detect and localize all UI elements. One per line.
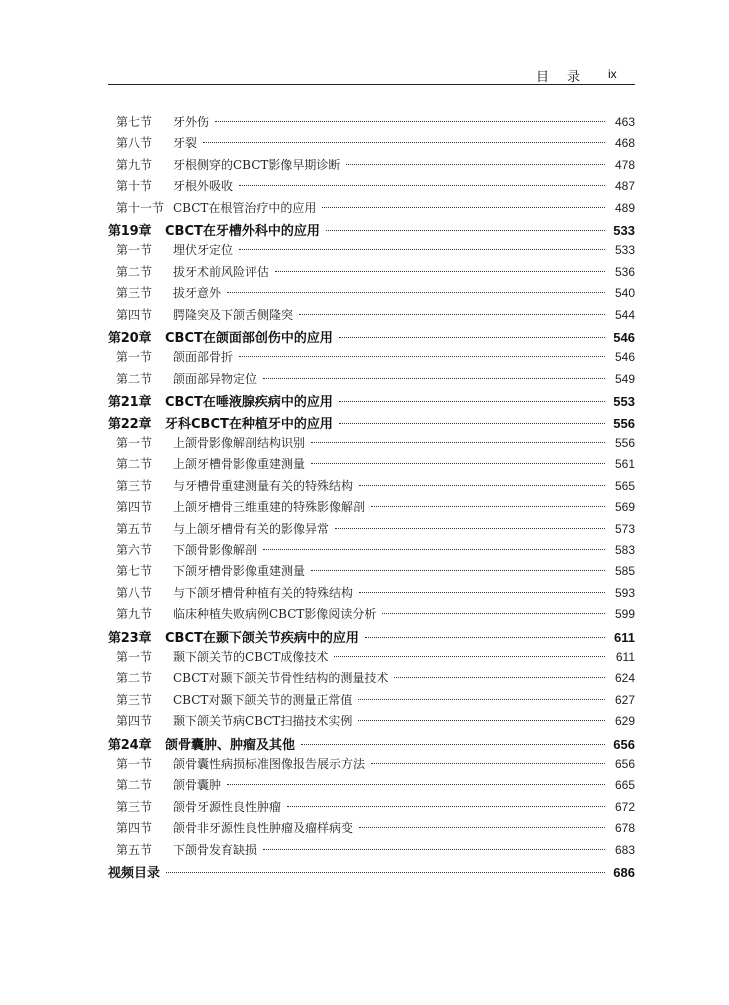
toc-dot-leader	[275, 271, 605, 272]
toc-entry-number: 第五节	[116, 842, 153, 857]
header-title-char: 录	[567, 70, 581, 85]
toc-dot-leader	[239, 185, 605, 186]
toc-entry-number: 第二节	[116, 778, 153, 793]
header-title	[536, 66, 580, 85]
toc-entry-number: 第四节	[116, 500, 153, 515]
toc-dot-leader	[371, 506, 605, 507]
toc-entry-title: 埋伏牙定位	[173, 243, 234, 258]
toc-dot-leader	[334, 656, 605, 657]
toc-entry-number: 第二节	[116, 264, 153, 279]
toc-entry-page: 536	[614, 264, 635, 279]
toc-entry-page: 627	[614, 692, 635, 707]
toc-chapter-row	[108, 627, 635, 647]
toc-section-row	[116, 113, 635, 133]
toc-section-row	[116, 263, 635, 283]
toc-dot-leader	[263, 849, 605, 850]
toc-entry-page: 656	[613, 736, 635, 752]
toc-entry-title: 牙根外吸收	[173, 179, 234, 194]
toc-section-row	[116, 434, 635, 454]
toc-entry-page: 546	[613, 330, 635, 345]
toc-entry-page: 533	[613, 223, 635, 238]
toc-entry-number: 第二节	[116, 457, 153, 472]
toc-entry-title: CBCT在牙槽外科中的应用	[165, 224, 320, 239]
toc-entry-page: 686	[613, 865, 635, 880]
toc-entry-title: 颞下颌关节的CBCT成像技术	[173, 650, 329, 664]
header-page-number: ix	[608, 67, 617, 81]
toc-section-row	[116, 562, 635, 582]
toc-entry-page: 544	[614, 307, 635, 322]
toc-entry-number: 第七节	[116, 564, 153, 579]
toc-section-row	[116, 605, 635, 625]
toc-dot-leader	[166, 872, 605, 873]
toc-entry-number: 第二节	[116, 671, 153, 686]
toc-entry-number: 第一节	[116, 243, 153, 258]
toc-entry-page: 599	[614, 607, 635, 622]
toc-entry-title: CBCT在颌面部创伤中的应用	[165, 331, 333, 346]
toc-section-row	[116, 455, 635, 475]
toc-entry-page: 665	[614, 778, 635, 793]
toc-dot-leader	[365, 637, 605, 638]
toc-entry-title: 下颌骨发育缺损	[173, 842, 258, 857]
toc-entry-title: 与牙槽骨重建测量有关的特殊结构	[173, 478, 354, 493]
toc-entry-number: 第八节	[116, 585, 153, 600]
toc-chapter-row	[108, 327, 635, 347]
toc-dot-leader	[339, 401, 605, 402]
toc-dot-leader	[239, 249, 605, 250]
toc-entry-page: 468	[614, 136, 635, 151]
toc-dot-leader	[227, 784, 605, 785]
toc-dot-leader	[263, 378, 605, 379]
toc-entry-title: 下颌牙槽骨影像重建测量	[173, 564, 306, 579]
toc-section-row	[116, 819, 635, 839]
toc-entry-page: 583	[614, 543, 635, 557]
toc-chapter-row	[108, 413, 635, 433]
toc-entry-title: 牙根侧穿的CBCT影像早期诊断	[173, 157, 341, 172]
toc-entry-number: 第二节	[116, 371, 153, 386]
toc-entry-title: 牙外伤	[173, 115, 210, 129]
toc-dot-leader	[215, 121, 605, 122]
toc-section-row	[116, 541, 635, 561]
toc-entry-number: 第五节	[116, 521, 153, 536]
toc-section-row	[116, 648, 635, 668]
toc-entry-page: 540	[614, 286, 635, 301]
toc-entry-page: 561	[614, 457, 635, 472]
toc-video-row	[108, 862, 635, 882]
toc-section-row	[116, 520, 635, 540]
toc-section-row	[116, 199, 635, 219]
toc-entry-title: CBCT在颞下颌关节疾病中的应用	[165, 630, 359, 646]
toc-entry-title: 颞下颌关节病CBCT扫描技术实例	[173, 714, 353, 729]
header-title-char: 目	[536, 70, 550, 85]
toc-entry-number: 第九节	[116, 607, 153, 622]
toc-entry-title: 拔牙术前风险评估	[173, 264, 270, 279]
toc-dot-leader	[299, 314, 605, 315]
toc-entry-title: 上颌牙槽骨影像重建测量	[173, 457, 306, 472]
toc-dot-leader	[371, 763, 605, 764]
toc-entry-title: 拔牙意外	[173, 286, 222, 301]
toc-entry-number: 第21章	[108, 395, 152, 411]
toc-entry-title: 颌骨囊性病损标准图像报告展示方法	[173, 757, 366, 771]
toc-chapter-row	[108, 734, 635, 754]
toc-dot-leader	[358, 720, 605, 721]
toc-entry-page: 556	[613, 415, 635, 431]
toc-entry-number: 第六节	[116, 543, 153, 557]
toc-dot-leader	[263, 549, 605, 550]
toc-entry-page: 573	[614, 521, 635, 536]
toc-entry-number: 第一节	[116, 757, 153, 771]
toc-dot-leader	[227, 292, 605, 293]
toc-section-row	[116, 370, 635, 390]
toc-entry-page: 611	[615, 650, 635, 664]
toc-entry-page: 585	[614, 564, 635, 579]
toc-dot-leader	[359, 485, 605, 486]
toc-section-row	[116, 584, 635, 604]
toc-dot-leader	[359, 592, 605, 593]
toc-entry-page: 549	[614, 371, 635, 386]
toc-entry-page: 656	[614, 757, 635, 771]
toc-entry-title: 腭隆突及下颌舌侧隆突	[173, 307, 294, 322]
toc-entry-title: CBCT对颞下颌关节骨性结构的测量技术	[173, 671, 389, 686]
toc-entry-number: 第九节	[116, 157, 153, 172]
toc-dot-leader	[203, 142, 605, 143]
toc-entry-number: 第23章	[108, 630, 152, 646]
toc-dot-leader	[339, 423, 605, 424]
toc-section-row	[116, 177, 635, 197]
toc-dot-leader	[311, 463, 605, 464]
toc-entry-title: 与下颌牙槽骨种植有关的特殊结构	[173, 585, 354, 600]
toc-section-row	[116, 798, 635, 818]
toc-entry-number: 第四节	[116, 307, 153, 322]
toc-entry-title: 颌面部异物定位	[173, 371, 258, 386]
toc-section-row	[116, 241, 635, 261]
toc-entry-page: 556	[614, 436, 635, 450]
toc-entry-title: 下颌骨影像解剖	[173, 543, 258, 557]
toc-entry-number: 第三节	[116, 799, 153, 814]
toc-entry-page: 683	[614, 842, 635, 857]
toc-entry-title: 牙科CBCT在种植牙中的应用	[165, 416, 333, 432]
toc-entry-page: 489	[614, 200, 635, 215]
toc-entry-number: 第19章	[108, 224, 152, 239]
toc-entry-title: 与上颌牙槽骨有关的影像异常	[173, 521, 330, 536]
toc-section-row	[116, 306, 635, 326]
toc-dot-leader	[239, 356, 605, 357]
toc-dot-leader	[322, 207, 605, 208]
toc-entry-page: 629	[614, 714, 635, 729]
toc-entry-title: CBCT在唾液腺疾病中的应用	[165, 395, 333, 411]
toc-entry-number: 第一节	[116, 436, 153, 450]
toc-entry-number: 第十一节	[116, 200, 165, 215]
toc-chapter-row	[108, 391, 635, 411]
toc-section-row	[116, 691, 635, 711]
toc-entry-page: 678	[614, 821, 635, 836]
toc-entry-page: 593	[614, 585, 635, 600]
toc-dot-leader	[335, 528, 605, 529]
toc-entry-number: 第八节	[116, 136, 153, 151]
toc-entry-title: CBCT对颞下颌关节的测量正常值	[173, 692, 353, 707]
toc-dot-leader	[301, 744, 605, 745]
toc-entry-page: 611	[614, 629, 635, 645]
toc-entry-number: 第四节	[116, 714, 153, 729]
toc-entry-page: 478	[614, 157, 635, 172]
toc-entry-number: 第一节	[116, 650, 153, 664]
toc-entry-page: 569	[614, 500, 635, 515]
toc-entry-page: 463	[614, 115, 635, 129]
toc-entry-number: 第三节	[116, 478, 153, 493]
header-rule	[108, 84, 635, 85]
toc-entry-title: 上颌骨影像解剖结构识别	[173, 436, 306, 450]
toc-entry-title: 上颌牙槽骨三维重建的特殊影像解剖	[173, 500, 366, 515]
toc-entry-number: 第22章	[108, 416, 152, 432]
toc-dot-leader	[394, 677, 605, 678]
toc-entry-page: 624	[614, 671, 635, 686]
toc-entry-number: 第24章	[108, 737, 152, 753]
toc-dot-leader	[359, 827, 605, 828]
toc-entry-page: 553	[613, 394, 635, 410]
toc-entry-page: 533	[614, 243, 635, 258]
toc-entry-title: 颌骨非牙源性良性肿瘤及瘤样病变	[173, 821, 354, 836]
toc-section-row	[116, 755, 635, 775]
toc-entry-number: 第20章	[108, 331, 152, 346]
toc-entry-title: 视频目录	[108, 866, 161, 881]
toc-section-row	[116, 134, 635, 154]
toc-dot-leader	[326, 230, 605, 231]
toc-entry-page: 565	[614, 478, 635, 493]
toc-entry-title: 临床种植失败病例CBCT影像阅读分析	[173, 607, 377, 622]
toc-section-row	[116, 776, 635, 796]
toc-entry-title: 颌面部骨折	[173, 350, 234, 365]
toc-entry-number: 第四节	[116, 821, 153, 836]
toc-entry-number: 第十节	[116, 179, 153, 194]
toc-entry-number: 第三节	[116, 692, 153, 707]
toc-dot-leader	[311, 442, 605, 443]
toc-chapter-row	[108, 220, 635, 240]
toc-dot-leader	[339, 337, 605, 338]
toc-entry-title: 颌骨囊肿	[173, 778, 222, 793]
toc-entry-page: 672	[614, 799, 635, 814]
toc-dot-leader	[287, 806, 605, 807]
toc-section-row	[116, 841, 635, 861]
toc-section-row	[116, 284, 635, 304]
toc-section-row	[116, 156, 635, 176]
toc-section-row	[116, 669, 635, 689]
page-header	[108, 64, 635, 88]
toc-entry-number: 第一节	[116, 350, 153, 365]
toc-entry-number: 第三节	[116, 286, 153, 301]
toc-dot-leader	[358, 699, 605, 700]
toc-dot-leader	[311, 570, 605, 571]
toc-section-row	[116, 477, 635, 497]
toc-entry-title: 牙裂	[173, 136, 198, 151]
toc-entry-title: CBCT在根管治疗中的应用	[173, 200, 317, 215]
toc-entry-number: 第七节	[116, 115, 153, 129]
toc-section-row	[116, 712, 635, 732]
toc-dot-leader	[382, 613, 605, 614]
toc-entry-title: 颌骨牙源性良性肿瘤	[173, 799, 282, 814]
toc-dot-leader	[346, 164, 605, 165]
toc-entry-page: 546	[614, 350, 635, 365]
toc-entry-title: 颌骨囊肿、肿瘤及其他	[165, 737, 296, 753]
toc-section-row	[116, 498, 635, 518]
toc-section-row	[116, 348, 635, 368]
toc-entry-page: 487	[614, 179, 635, 194]
